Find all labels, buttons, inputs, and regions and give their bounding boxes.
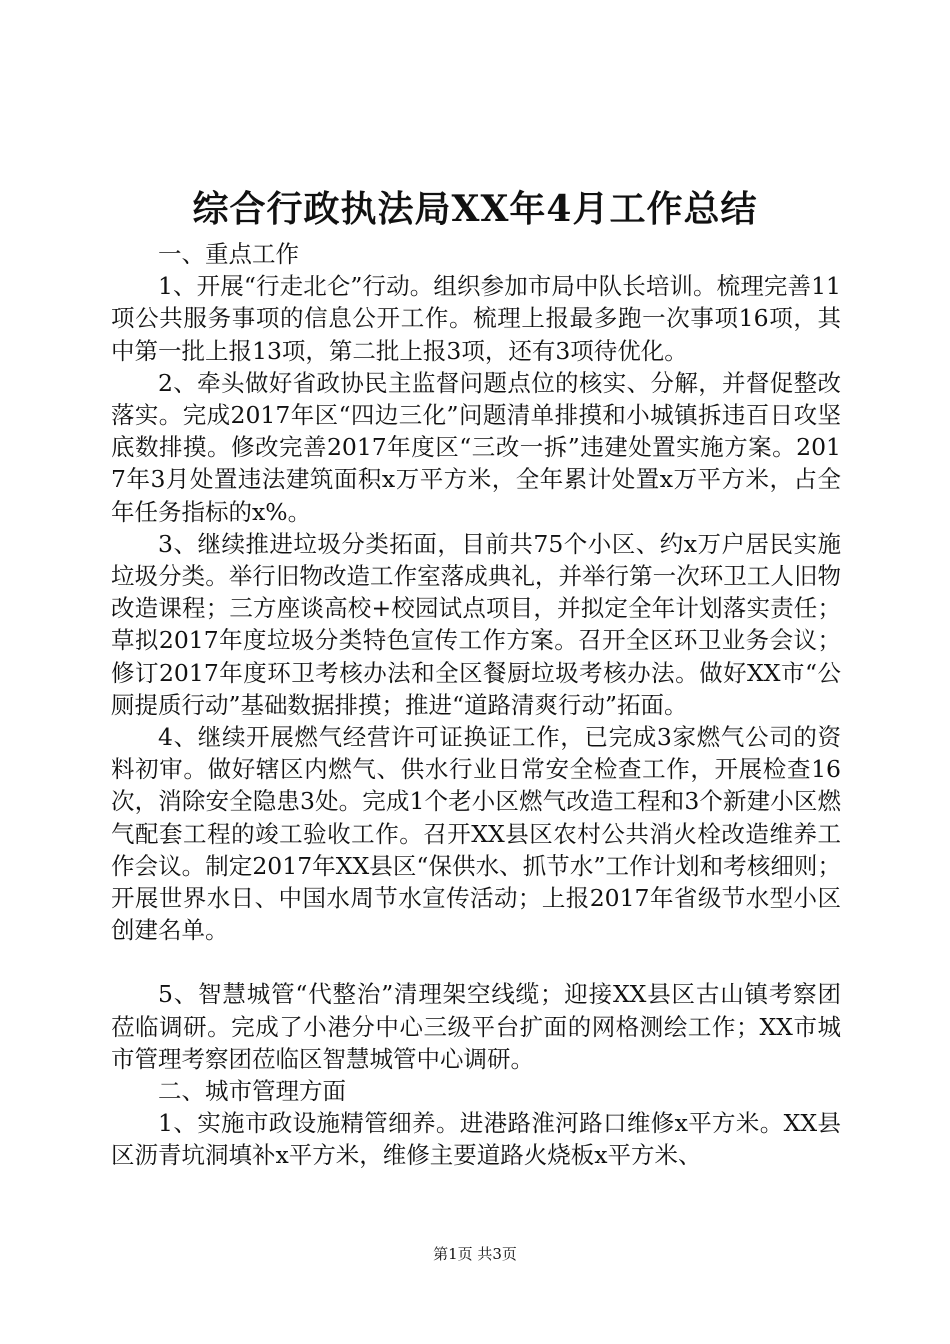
section-heading-city-management: 二、城市管理方面 — [158, 1077, 346, 1106]
paragraph-item-5: 5、智慧城管“代整治”清理架空线缆；迎接XX县区古山镇考察团莅临调研。完成了小港分中心三级平台扩面的网格测绘工作；XX市城市管理考察团莅临区智慧城管中心调研。 — [111, 980, 841, 1073]
document-title: 综合行政执法局XX年4月工作总结 — [192, 188, 758, 230]
paragraph-item-3: 3、继续推进垃圾分类拓面，目前共75个小区、约x万户居民实施垃圾分类。举行旧物改造工作室落成典礼，并举行第一次环卫工人旧物改造课程；三方座谈高校+校园试点项目，并拟定全年计划落实责任；草拟2017年度垃圾分类特色宣传工作方案。召开全区环卫业务会议；修订2017年度环卫考核办法和全区餐厨垃圾考核办法。做好XX市“公厕提质行动”基础数据排摸；推进“道路清爽行动”拓面。 — [111, 529, 841, 719]
paragraph-city-item-1: 1、实施市政设施精管细养。进港路淮河路口维修x平方米。XX县区沥青坑洞填补x平方米，维修主要道路火烧板x平方米、 — [111, 1109, 841, 1170]
document-body — [111, 238, 841, 1172]
paragraph-item-4: 4、继续开展燃气经营许可证换证工作，已完成3家燃气公司的资料初审。做好辖区内燃气、供水行业日常安全检查工作，开展检查16次，消除安全隐患3处。完成1个老小区燃气改造工程和3个新建小区燃气配套工程的竣工验收工作。召开XX县区农村公共消火栓改造维养工作会议。制定2017年XX县区“保供水、抓节水”工作计划和考核细则；开展世界水日、中国水周节水宣传活动；上报2017年省级节水型小区创建名单。 — [111, 723, 841, 945]
paragraph-item-1: 1、开展“行走北仑”行动。组织参加市局中队长培训。梳理完善11项公共服务事项的信息公开工作。梳理上报最多跑一次事项16项，其中第一批上报13项，第二批上报3项，还有3项待优化。 — [111, 272, 841, 365]
paragraph-item-2: 2、牵头做好省政协民主监督问题点位的核实、分解，并督促整改落实。完成2017年区“四边三化”问题清单排摸和小城镇拆违百日攻坚底数排摸。修改完善2017年度区“三改一拆”违建处置实施方案。2017年3月处置违法建筑面积x万平方米，全年累计处置x万平方米，占全年任务指标的x%。 — [111, 368, 841, 526]
section-heading-key-work: 一、重点工作 — [158, 240, 299, 268]
page-number-footer: 第1页 共3页 — [433, 1245, 517, 1263]
